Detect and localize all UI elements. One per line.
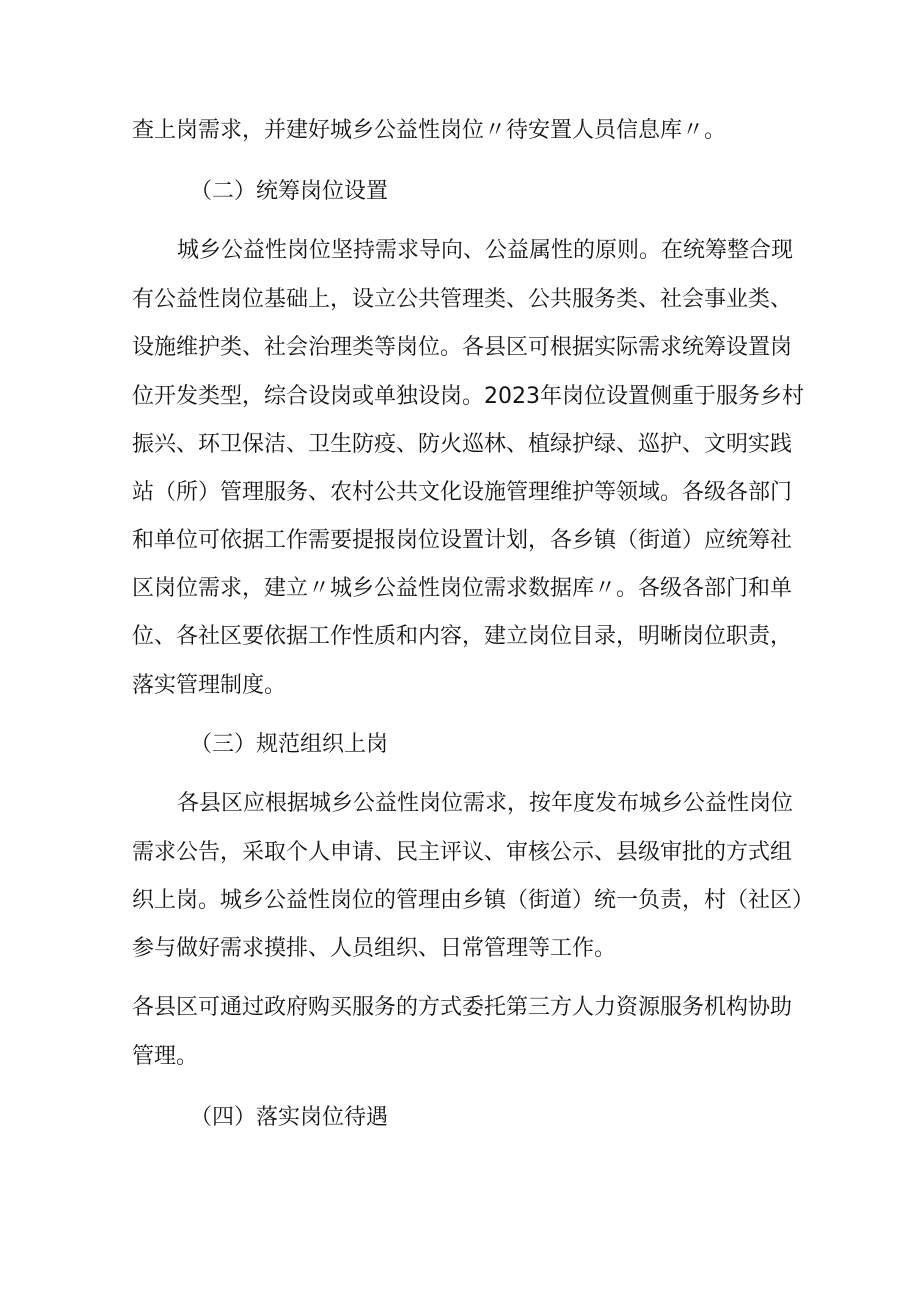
- text-line: 有公益性岗位基础上，设立公共管理类、公共服务类、社会事业类、: [132, 287, 793, 312]
- text-line: 参与做好需求摸排、人员组织、日常管理等工作。: [132, 936, 617, 961]
- section-heading: （四）落实岗位待遇: [190, 1105, 389, 1130]
- text-line: 位、各社区要依据工作性质和内容，建立岗位目录，明晰岗位职责，: [132, 624, 793, 649]
- section-heading: （三）规范组织上岗: [190, 732, 389, 757]
- text-line: 区岗位需求，建立〃城乡公益性岗位需求数据库〃。各级各部门和单: [132, 576, 793, 601]
- text-line: 站（所）管理服务、农村公共文化设施管理维护等领域。各级各部门: [132, 480, 793, 505]
- text-line: 城乡公益性岗位坚持需求导向、公益属性的原则。在统筹整合现: [177, 238, 794, 263]
- text-line: 各县区可通过政府购买服务的方式委托第三方人力资源服务机构协助: [132, 995, 793, 1020]
- text-line: 需求公告，采取个人申请、民主评议、审核公示、县级审批的方式组: [132, 840, 793, 865]
- text-line: 设施维护类、社会治理类等岗位。各县区可根据实际需求统筹设置岗: [132, 335, 793, 360]
- text-line: 管理。: [132, 1044, 199, 1069]
- text-line: 振兴、环卫保洁、卫生防疫、防火巡林、植绿护绿、巡护、文明实践: [132, 432, 793, 457]
- section-heading: （二）统筹岗位设置: [190, 179, 389, 204]
- text-line: 织上岗。城乡公益性岗位的管理由乡镇（街道）统一负责，村（社区）: [132, 888, 815, 913]
- text-line: 查上岗需求，并建好城乡公益性岗位〃待安置人员信息库〃。: [132, 118, 727, 143]
- text-line: 和单位可依据工作需要提报岗位设置计划，各乡镇（街道）应统筹社: [132, 528, 793, 553]
- text-line: 落实管理制度。: [132, 673, 287, 698]
- text-line: 各县区应根据城乡公益性岗位需求，按年度发布城乡公益性岗位: [177, 791, 794, 816]
- text-line: 位开发类型，综合设岗或单独设岗。2023年岗位设置侧重于服务乡村: [132, 384, 804, 409]
